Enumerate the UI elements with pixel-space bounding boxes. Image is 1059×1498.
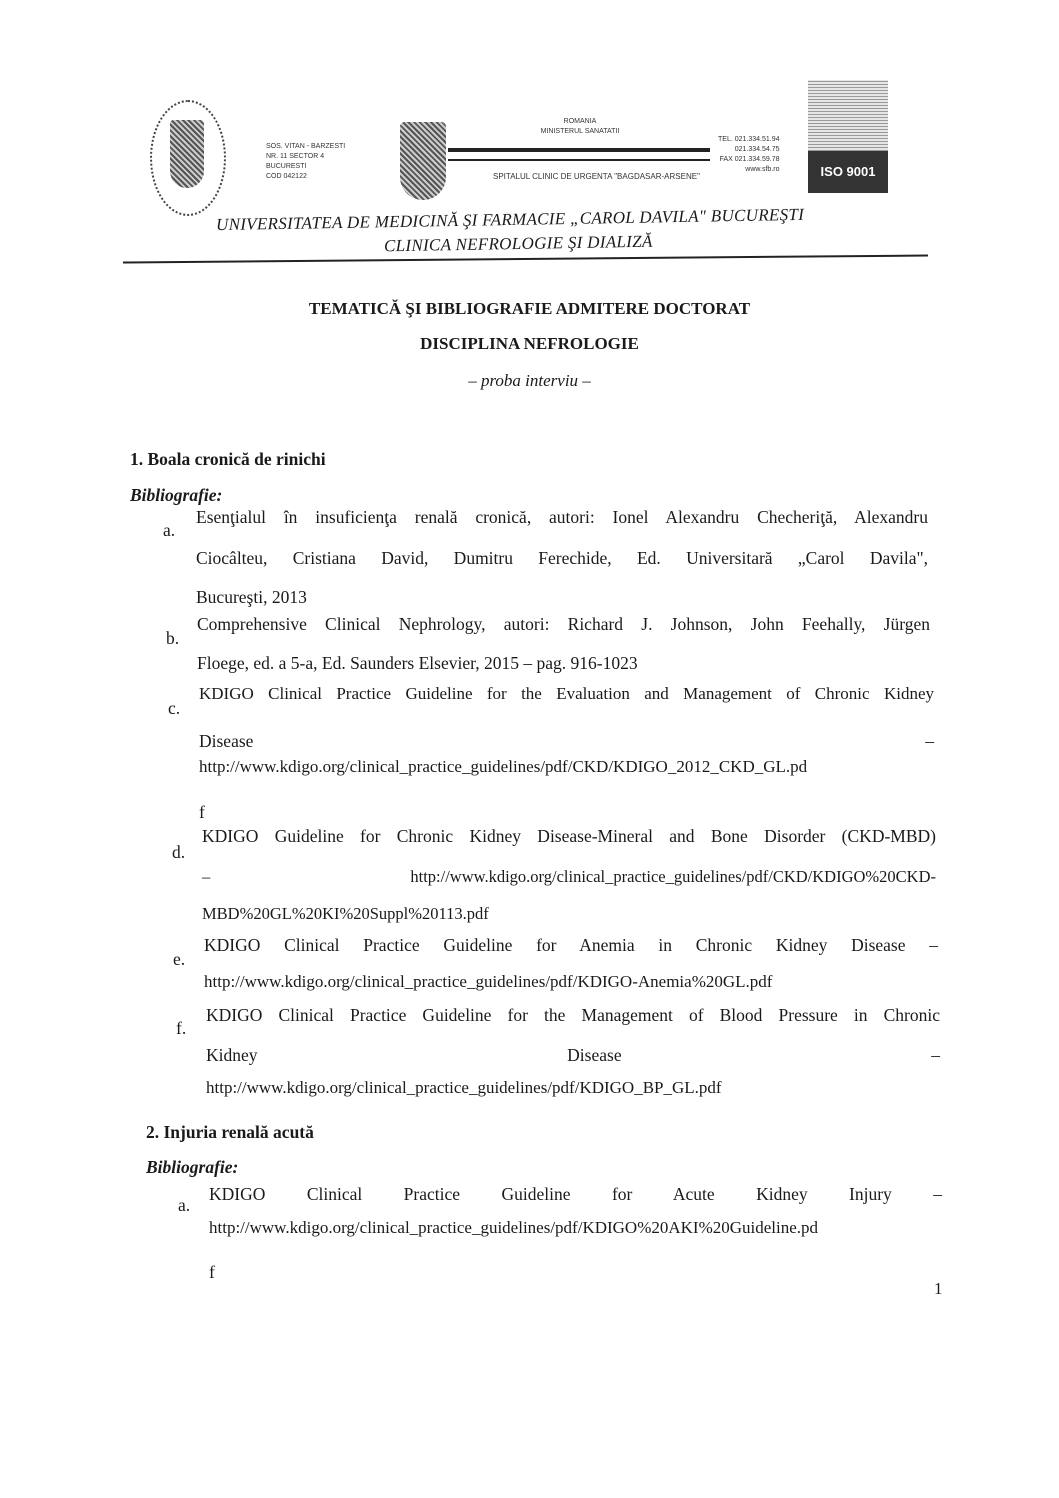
item-letter: a. (178, 1195, 191, 1215)
item-letter: d. (172, 842, 186, 862)
header-bar (448, 159, 710, 161)
bib-line: Esenţialul în insuficienţa renală cronică, autori: Ionel Alexandru Checheriţă, Alexandru (196, 507, 928, 527)
seal-emblem-icon (170, 120, 204, 188)
bib-line: Floege, ed. a 5-a, Ed. Saunders Elsevier, 2015 – pag. 916-1023 (197, 653, 638, 673)
item-letter: e. (173, 949, 186, 969)
university-name: UNIVERSITATEA DE MEDICINĂ ŞI FARMACIE „CAROL DAVILA" BUCUREŞTI (215, 204, 805, 235)
exam-type-subtitle: – proba interviu – (468, 371, 591, 390)
bib-link[interactable]: http://www.kdigo.org/clinical_practice_guidelines/pdf/CKD/KDIGO_2012_CKD_GL.pd (199, 757, 808, 776)
phone: TEL. 021.334.51.94 (718, 136, 780, 143)
item-letter: c. (168, 698, 181, 718)
bib-link[interactable]: – http://www.kdigo.org/clinical_practice_guidelines/pdf/CKD/KDIGO%20CKD- (202, 867, 936, 886)
bib-link[interactable]: MBD%20GL%20KI%20Suppl%20113.pdf (202, 904, 489, 923)
fax: FAX 021.334.59.78 (719, 156, 780, 163)
bib-link[interactable]: http://www.kdigo.org/clinical_practice_guidelines/pdf/KDIGO-Anemia%20GL.pdf (204, 972, 773, 991)
iso-badge: ISO 9001 (808, 151, 888, 193)
certification-logo (808, 80, 888, 193)
clinic-name: CLINICA NEFROLOGIE ŞI DIALIZĂ (383, 231, 653, 256)
phone: 021.334.54.75 (734, 146, 780, 153)
coat-of-arms-icon (400, 122, 446, 200)
bib-link[interactable]: http://www.kdigo.org/clinical_practice_guidelines/pdf/KDIGO_BP_GL.pdf (206, 1078, 722, 1097)
document-title: TEMATICĂ ŞI BIBLIOGRAFIE ADMITERE DOCTORAT (308, 299, 751, 318)
ministry-label: MINISTERUL SANATATII (540, 128, 620, 135)
address-line: NR. 11 SECTOR 4 (266, 153, 325, 160)
address-line: SOS. VITAN - BARZESTI (266, 143, 346, 150)
header-divider (123, 254, 928, 263)
discipline-title: DISCIPLINA NEFROLOGIE (420, 334, 639, 353)
bib-link[interactable]: f (199, 802, 205, 822)
contact-block (718, 135, 780, 175)
bib-line: Comprehensive Clinical Nephrology, autori: Richard J. Johnson, John Feehally, Jürgen (197, 614, 930, 634)
bib-link[interactable]: http://www.kdigo.org/clinical_practice_guidelines/pdf/KDIGO%20AKI%20Guideline.pd (209, 1218, 819, 1237)
bib-line: Kidney Disease – (206, 1045, 940, 1065)
website: www.sfb.ro (745, 166, 780, 173)
hospital-name: SPITALUL CLINIC DE URGENTA "BAGDASAR-ARSENE" (493, 172, 700, 181)
country-label: ROMANIA (563, 118, 597, 125)
bib-line: KDIGO Clinical Practice Guideline for Acute Kidney Injury – (209, 1184, 942, 1204)
address-line: BUCURESTI (266, 163, 307, 170)
bib-line: KDIGO Clinical Practice Guideline for the Evaluation and Management of Chronic Kidney (199, 684, 934, 703)
bib-line: Disease – (199, 731, 934, 751)
item-letter: a. (163, 520, 176, 540)
bib-line: Bucureşti, 2013 (196, 587, 307, 607)
ministry-block (520, 117, 640, 137)
bib-line: KDIGO Clinical Practice Guideline for Anemia in Chronic Kidney Disease – (204, 935, 938, 955)
bib-line: KDIGO Clinical Practice Guideline for the Management of Blood Pressure in Chronic (206, 1005, 940, 1025)
bib-line: Ciocâlteu, Cristiana David, Dumitru Ferechide, Ed. Universitară „Carol Davila", (196, 548, 928, 568)
item-letter: b. (166, 628, 180, 648)
item-letter: f. (176, 1018, 187, 1038)
header-bar (448, 148, 710, 152)
bib-line: KDIGO Guideline for Chronic Kidney Disease-Mineral and Bone Disorder (CKD-MBD) (202, 826, 936, 846)
section-heading: 1. Boala cronică de rinichi (130, 449, 326, 469)
page-number: 1 (934, 1279, 943, 1298)
section-heading: 2. Injuria renală acută (146, 1122, 314, 1142)
bibliography-label: Bibliografie: (130, 485, 223, 505)
bib-link[interactable]: f (209, 1262, 215, 1282)
address-block (266, 142, 345, 182)
bibliography-label: Bibliografie: (146, 1157, 239, 1177)
address-line: COD 042122 (266, 173, 307, 180)
